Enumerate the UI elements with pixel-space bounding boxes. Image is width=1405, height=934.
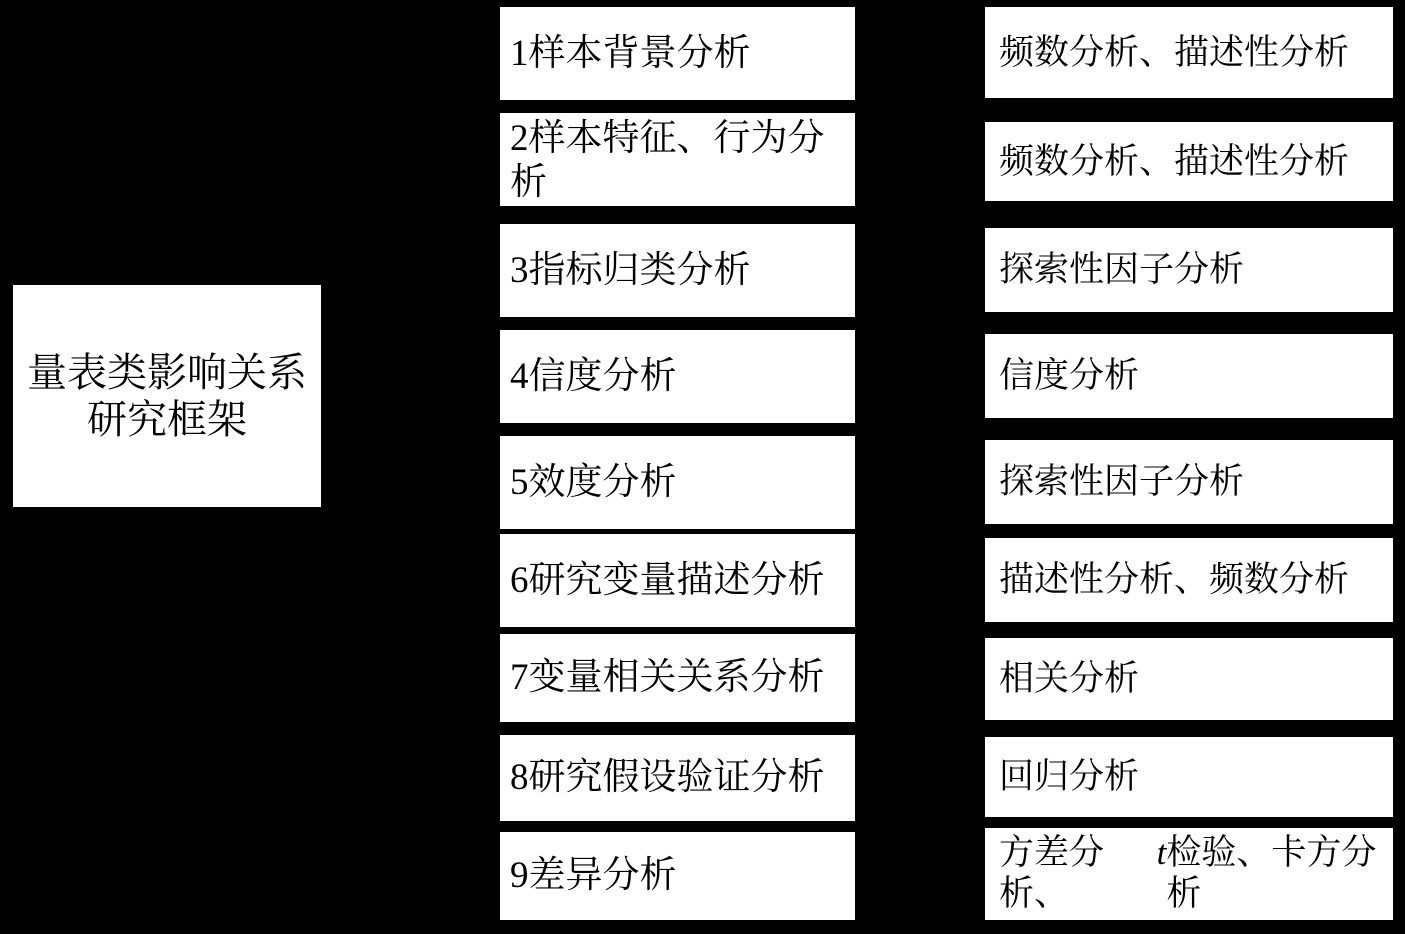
root-node: 量表类影响关系研究框架 [13, 285, 321, 507]
method-box-9: 方差分析、 t 检验、卡方分析 [985, 828, 1393, 920]
step-box-4: 4信度分析 [500, 330, 855, 423]
step-box-6: 6研究变量描述分析 [500, 534, 855, 627]
step-box-3: 3指标归类分析 [500, 224, 855, 317]
method-box-3: 探索性因子分析 [985, 228, 1393, 312]
step-box-5: 5效度分析 [500, 436, 855, 529]
method-box-4: 信度分析 [985, 334, 1393, 418]
method-box-2: 频数分析、描述性分析 [985, 122, 1393, 201]
method-box-8: 回归分析 [985, 737, 1393, 817]
method-box-6: 描述性分析、频数分析 [985, 538, 1393, 622]
step-box-8: 8研究假设验证分析 [500, 735, 855, 821]
method-box-5: 探索性因子分析 [985, 440, 1393, 524]
method-box-7: 相关分析 [985, 638, 1393, 720]
step-box-2: 2样本特征、行为分析 [500, 113, 855, 206]
step-box-9: 9差异分析 [500, 832, 855, 920]
method-box-1: 频数分析、描述性分析 [985, 7, 1393, 98]
step-box-7: 7变量相关关系分析 [500, 634, 855, 722]
step-box-1: 1样本背景分析 [500, 7, 855, 100]
